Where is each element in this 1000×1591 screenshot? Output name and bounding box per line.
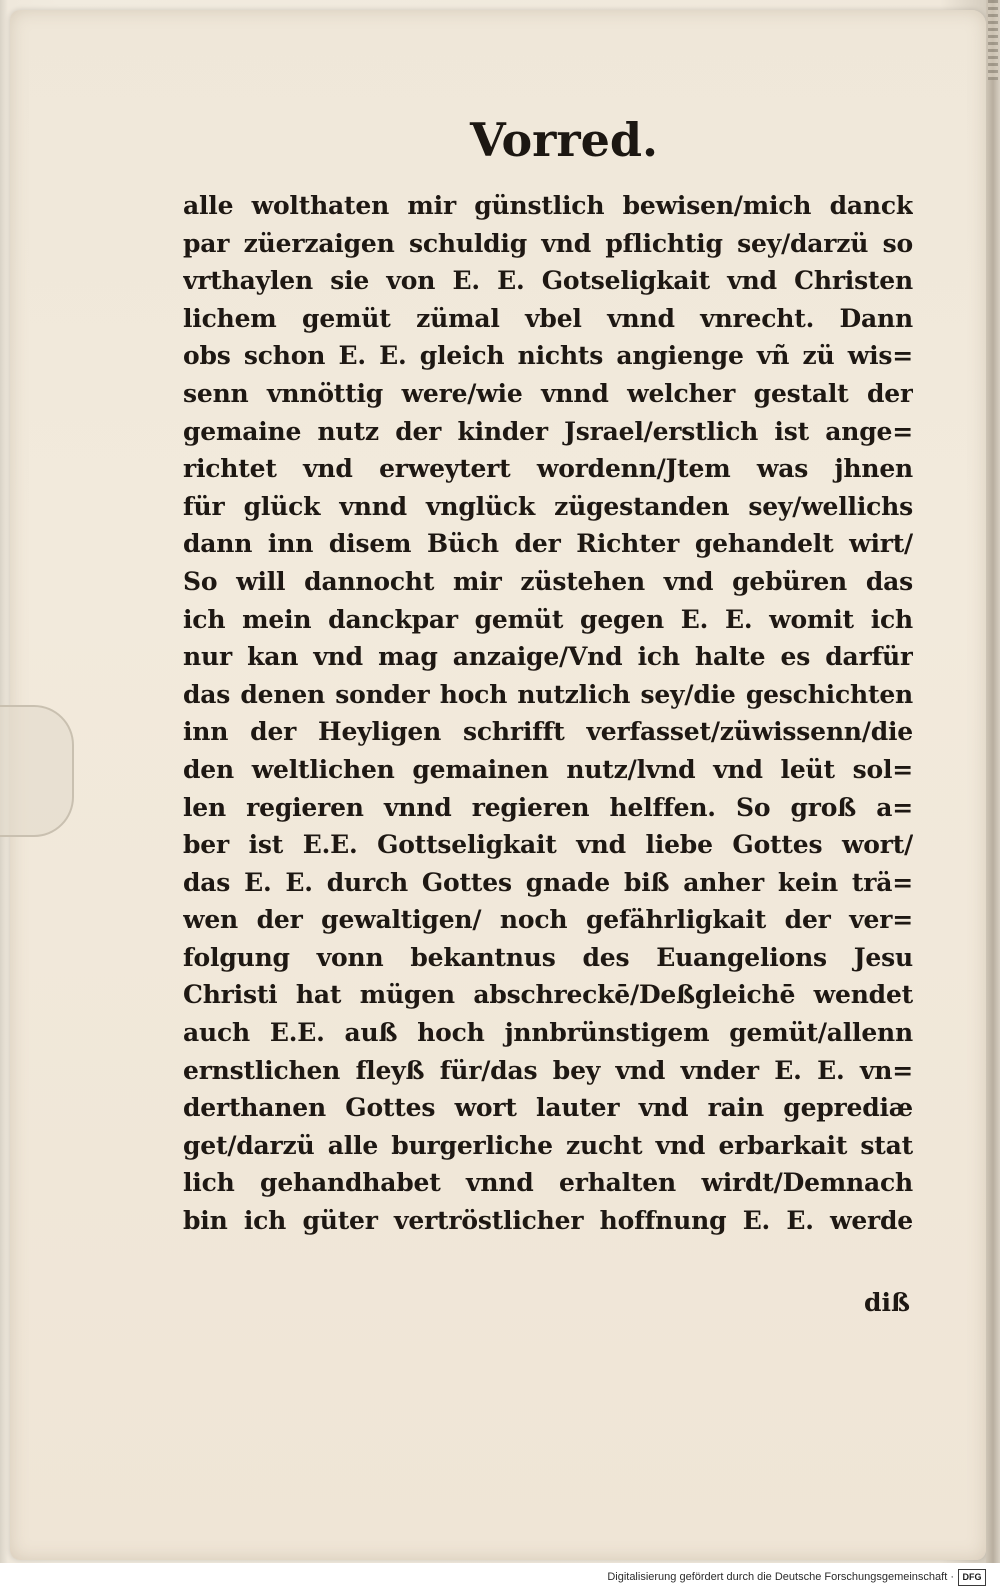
text-line: lich gehandhabet vnnd erhalten wirdt/Demnach	[183, 1168, 913, 1198]
text-line: dann inn disem Büch der Richter gehandelt wirt/	[183, 529, 913, 559]
text-line: den weltlichen gemainen nutz/lvnd vnd leüt sol=	[183, 754, 913, 784]
text-line: das E. E. durch Gottes gnade biß anher kein trä=	[183, 867, 913, 897]
text-line: wen der gewaltigen/ noch gefährligkait der ver=	[183, 905, 913, 935]
text-line: Christi hat mügen abschreckē/Deßgleichē wendet	[183, 980, 913, 1010]
catchword: diß	[864, 1288, 910, 1317]
text-line: get/darzü alle burgerliche zucht vnd erbarkait stat	[183, 1130, 913, 1160]
text-line: ich mein danckpar gemüt gegen E. E. womit ich	[183, 604, 913, 634]
text-line: inn der Heyligen schrifft verfasset/züwissenn/die	[183, 717, 913, 747]
text-line: lichem gemüt zümal vbel vnnd vnrecht. Dann	[183, 303, 913, 333]
text-line: gemaine nutz der kinder Jsrael/erstlich ist ange=	[183, 416, 913, 446]
page-heading: Vorred.	[470, 113, 659, 167]
body-text	[183, 187, 913, 1240]
text-line: ernstlichen fleyß für/das bey vnd vnder E. E. vn=	[183, 1055, 913, 1085]
text-line: auch E.E. auß hoch jnnbrünstigem gemüt/allenn	[183, 1018, 913, 1048]
text-line: richtet vnd erweytert wordenn/Jtem was jhnen	[183, 454, 913, 484]
text-line: bin ich güter vertröstlicher hoffnung E. E. werde	[183, 1206, 913, 1236]
text-line: obs schon E. E. gleich nichts angienge vñ zü wis=	[183, 341, 913, 371]
page-clip-tab	[0, 705, 74, 837]
text-line: folgung vonn bekantnus des Euangelions Jesu	[183, 942, 913, 972]
text-line: nur kan vnd mag anzaige/Vnd ich halte es darfür	[183, 642, 913, 672]
footer-credit: Digitalisierung gefördert durch die Deutsche Forschungsgemeinschaft ·	[607, 1571, 954, 1583]
text-line: ber ist E.E. Gottseligkait vnd liebe Gottes wort/	[183, 830, 913, 860]
page-edge	[986, 0, 1000, 1591]
text-line: derthanen Gottes wort lauter vnd rain geprediæ	[183, 1093, 913, 1123]
dfg-logo: DFG	[958, 1569, 986, 1586]
text-line: vrthaylen sie von E. E. Gotseligkait vnd Christen	[183, 266, 913, 296]
text-line: für glück vnnd vnglück zügestanden sey/wellichs	[183, 491, 913, 521]
binding-marks	[988, 0, 998, 80]
text-line: alle wolthaten mir günstlich bewisen/mich danck	[183, 191, 913, 220]
text-line: So will dannocht mir züstehen vnd gebüren das	[183, 566, 913, 596]
text-line: par züerzaigen schuldig vnd pflichtig sey/darzü so	[183, 228, 913, 258]
text-line: senn vnnöttig were/wie vnnd welcher gestalt der	[183, 378, 913, 408]
text-line: das denen sonder hoch nutzlich sey/die geschichten	[183, 679, 913, 709]
text-line: len regieren vnnd regieren helffen. So groß a=	[183, 792, 913, 822]
